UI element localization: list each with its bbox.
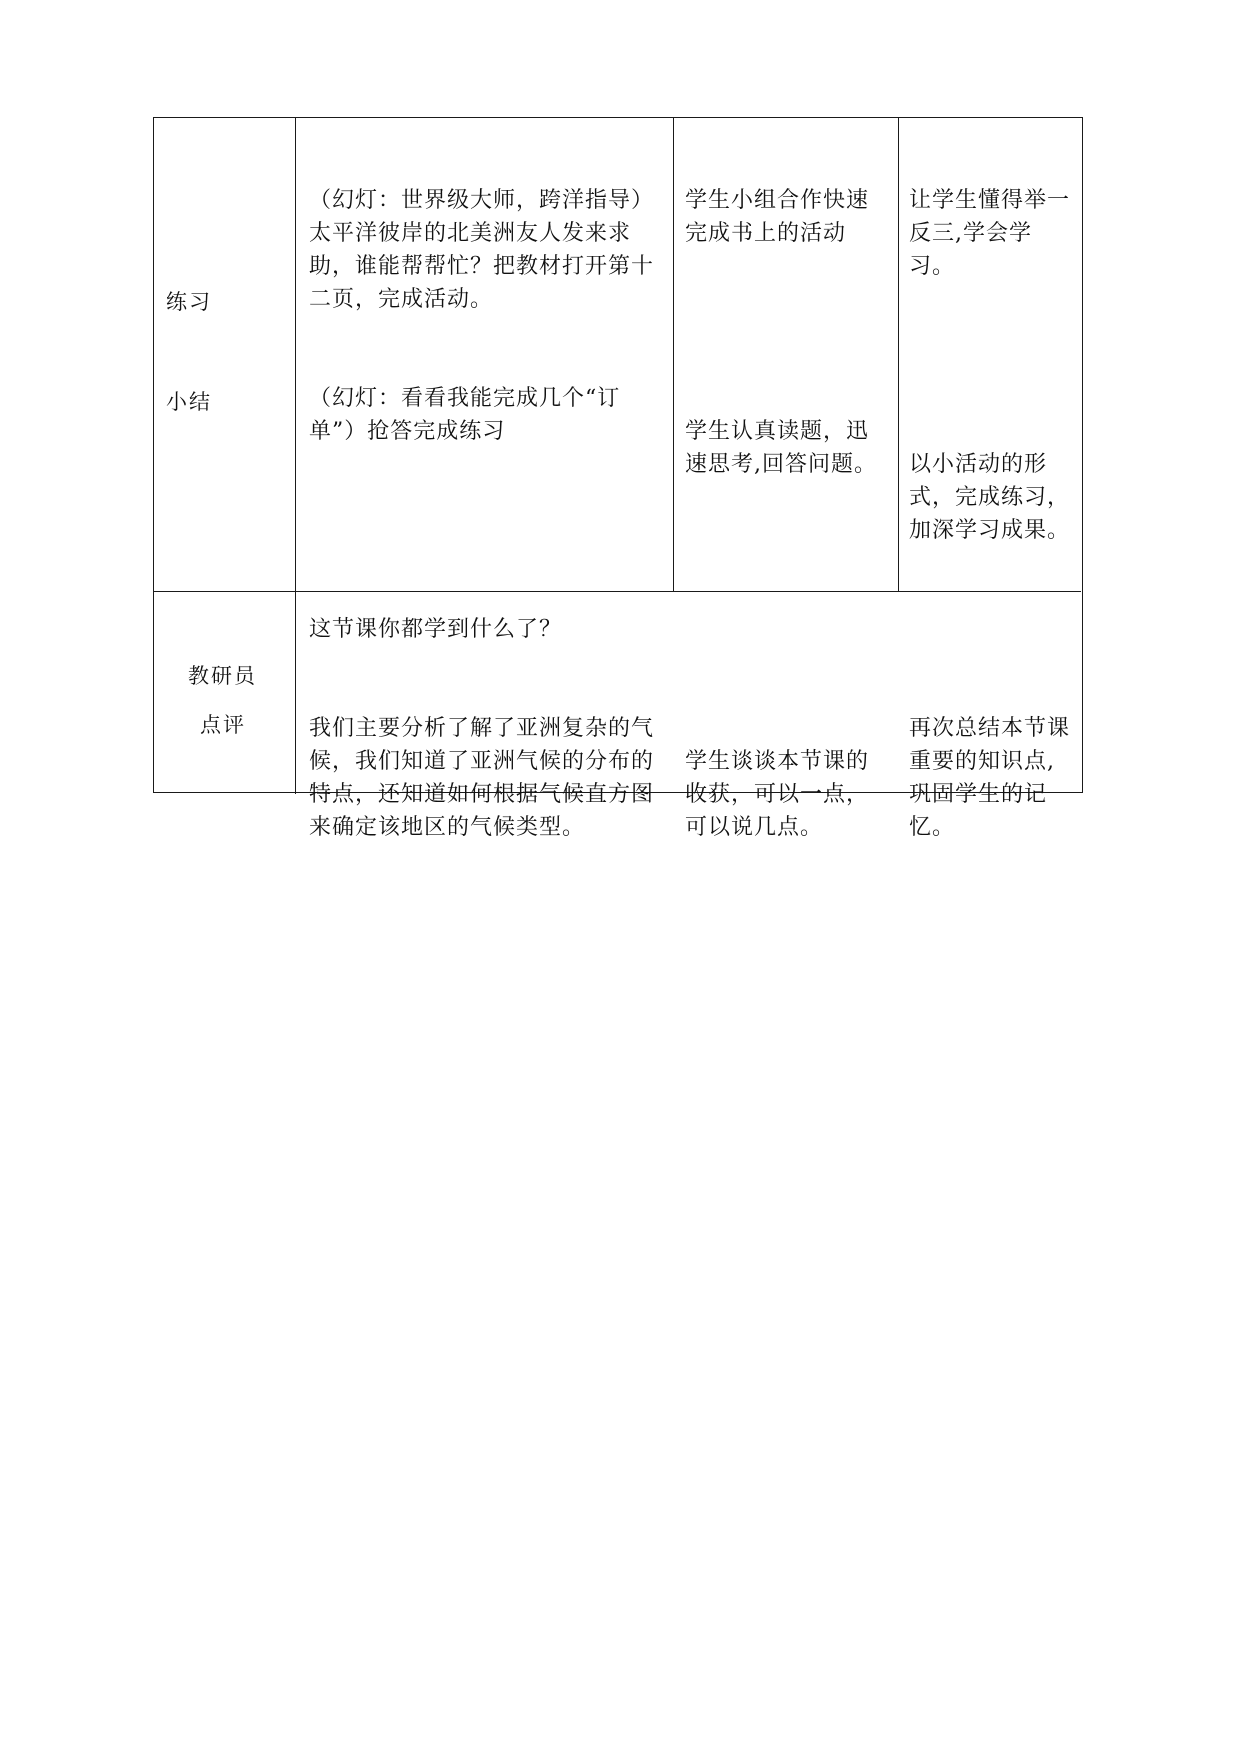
label-comment: 点评 [200, 713, 246, 737]
teacher-text-2: （幻灯：看看我能完成几个“订单”）抢答完成练习 [309, 386, 621, 444]
teacher-text-1: （幻灯：世界级大师，跨洋指导）太平洋彼岸的北美洲友人发来求助，谁能帮帮忙？把教材打开第十二页，完成活动。 [309, 188, 655, 312]
spacer [909, 349, 1077, 382]
student-text-2: 学生认真读题，迅速思考,回答问题。 [685, 419, 877, 477]
intent-text-1: 让学生懂得举一反三,学会学习。 [909, 188, 1071, 279]
label-summary: 小结 [166, 390, 212, 414]
column-divider-2 [673, 118, 674, 592]
reviewer-comment-cell [309, 602, 1069, 782]
teacher-text-3: 这节课你都学到什么了？ [309, 617, 563, 642]
student-activity-cell [685, 118, 889, 910]
student-text-1: 学生小组合作快速完成书上的活动 [685, 188, 870, 246]
design-intent-cell [909, 118, 1077, 910]
intent-text-3: 再次总结本节课重要的知识点,巩固学生的记忆。 [909, 716, 1071, 840]
column-divider-1 [295, 118, 296, 794]
teacher-text-4: 我们主要分析了解了亚洲复杂的气候，我们知道了亚洲气候的分布的特点，还知道如何根据气候直方图来确定该地区的气候类型。 [309, 716, 655, 840]
spacer [685, 547, 889, 580]
student-text-3: 学生谈谈本节课的收获，可以一点，可以说几点。 [685, 749, 870, 840]
intent-text-2: 以小活动的形式，完成练习，加深学习成果。 [909, 452, 1071, 543]
label-practice: 练习 [166, 290, 212, 314]
lesson-plan-table [153, 117, 1083, 840]
spacer [685, 316, 889, 349]
column-divider-3 [898, 118, 899, 592]
spacer [309, 514, 664, 547]
teacher-activity-cell [309, 118, 664, 910]
label-reviewer: 教研员 [188, 664, 257, 688]
